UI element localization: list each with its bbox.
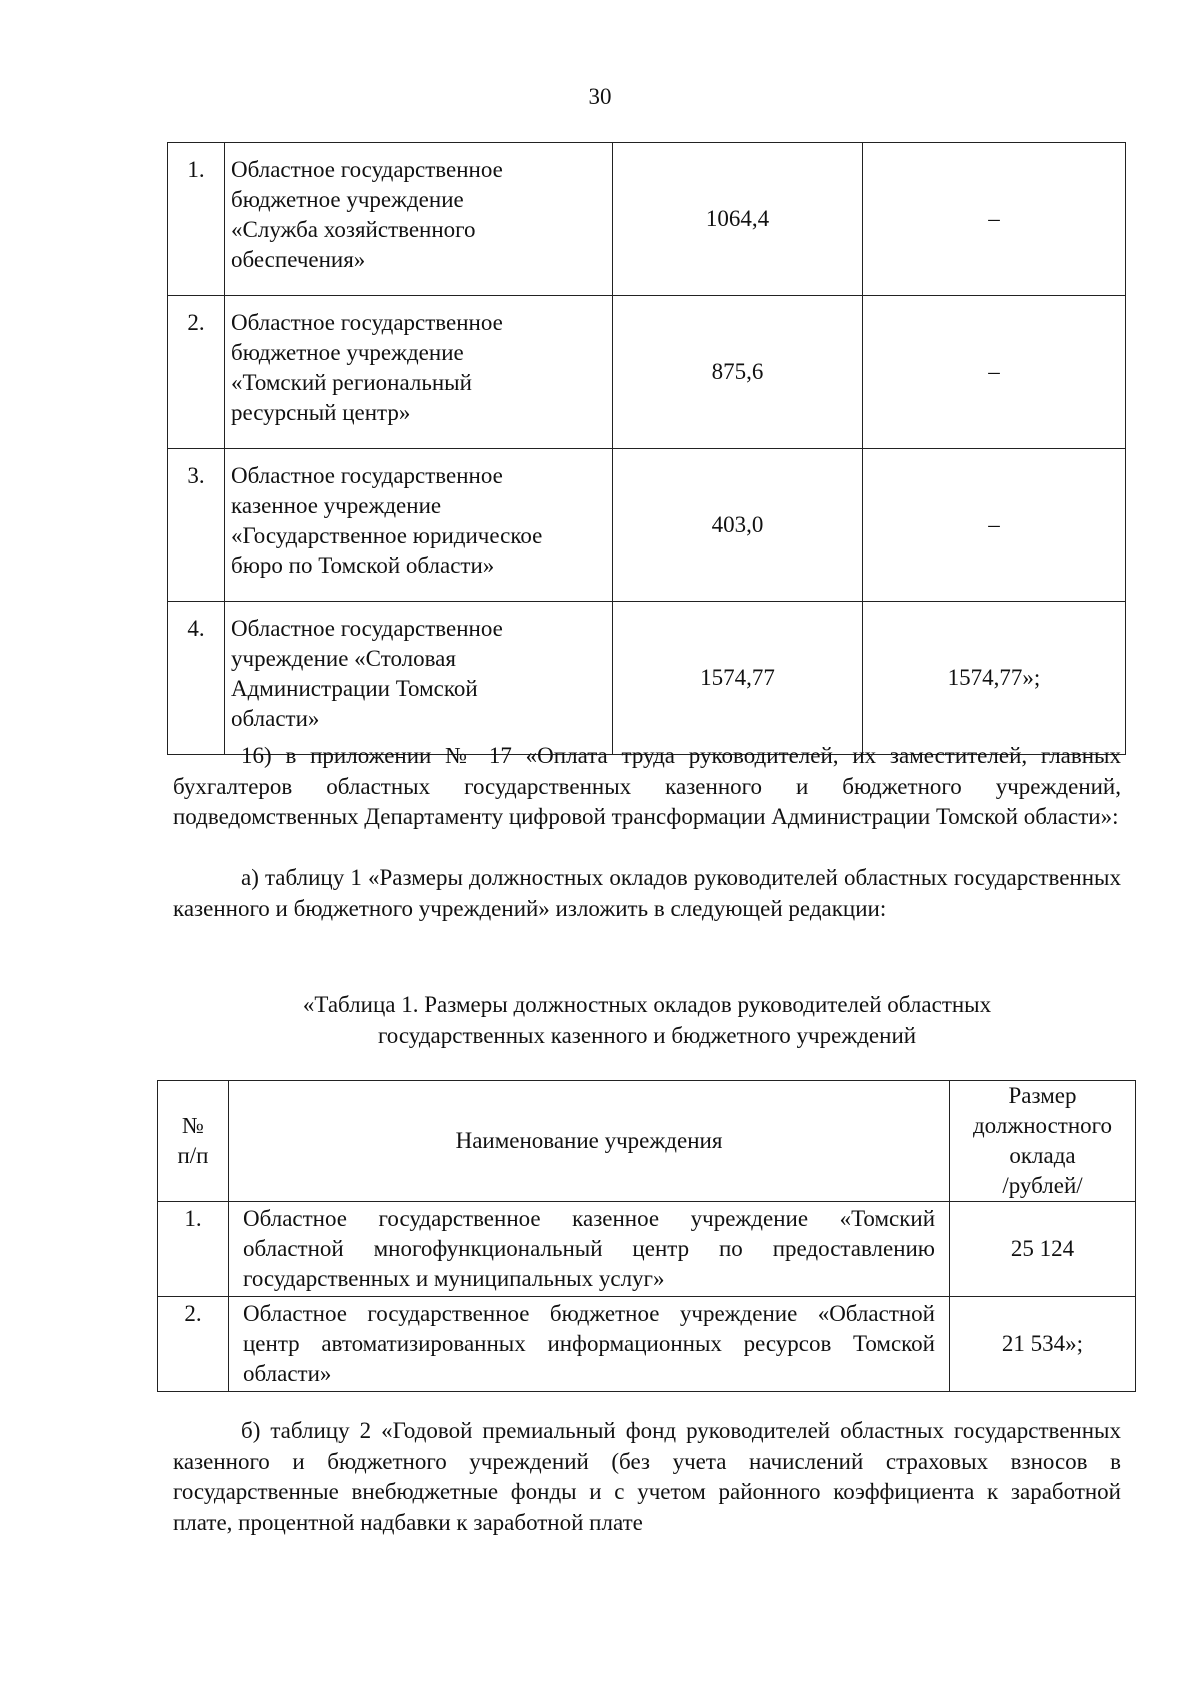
value-cell: – [863,296,1126,449]
name-line: Администрации Томской [231,676,478,701]
row-number: 1. [158,1202,229,1297]
name-line: обеспечения» [231,247,366,272]
name-line: Областное государственное [231,157,503,182]
value-cell: – [863,143,1126,296]
header-line: должностного [972,1113,1113,1138]
header-line: оклада [1009,1143,1076,1168]
table-row [168,143,1126,296]
caption-line: «Таблица 1. Размеры должностных окладов руководителей областных [302,992,992,1017]
header-line: Размер [1008,1083,1077,1108]
table-row [158,1202,1136,1297]
paragraph-a [173,863,1121,924]
table-header-row [158,1081,1136,1202]
name-line: «Томский региональный [231,370,472,395]
paragraph-16 [173,741,1121,833]
name-line: бюджетное учреждение [231,340,464,365]
paragraph-b-text: б) таблицу 2 «Годовой премиальный фонд руководителей областных государственных казенного и бюджетного учреждений (без учета начислений страховых взносов в государственные внебюджетные фонды и с учетом районного коэффициента к заработной плате, процентной надбавки к заработной плате [173,1418,1121,1535]
value-cell: 1064,4 [613,143,863,296]
name-line: бюро по Томской области» [231,553,495,578]
institutions-table-continued [167,142,1126,755]
value-cell: 1574,77 [613,602,863,755]
value-cell: 403,0 [613,449,863,602]
caption-line: государственных казенного и бюджетного учреждений [377,1022,917,1048]
institution-name [225,296,613,449]
paragraph-16-text: 16) в приложении № 17 «Оплата труда руководителей, их заместителей, главных бухгалтеров областных государственных казенного и бюджетного учреждений, подведомственных Департаменту цифровой трансформации Администрации Томской области»: [173,743,1121,829]
row-number: 3. [168,449,225,602]
name-line: Областное государственное [231,310,503,335]
salary-value: 21 534»; [950,1297,1136,1392]
salary-value: 25 124 [950,1202,1136,1297]
name-line: области» [231,706,320,731]
name-line: Областное государственное [231,463,503,488]
header-number [158,1081,229,1202]
table-row [168,449,1126,602]
header-line: № [182,1113,204,1138]
institution-name: Областное государственное бюджетное учреждение «Областной центр автоматизированных информационных ресурсов Томской области» [229,1297,950,1392]
salary-table [157,1080,1136,1392]
name-line: ресурсный центр» [231,400,411,425]
name-line: казенное учреждение [231,493,442,518]
institution-name [225,449,613,602]
table-row [168,296,1126,449]
paragraph-a-text: а) таблицу 1 «Размеры должностных окладов руководителей областных государственных казенного и бюджетного учреждений» изложить в следующей редакции: [173,865,1121,921]
header-name: Наименование учреждения [229,1081,950,1202]
name-line: «Государственное юридическое [231,523,543,548]
header-line: /рублей/ [1002,1173,1083,1198]
name-line: бюджетное учреждение [231,187,464,212]
header-size [950,1081,1136,1202]
table-row [168,602,1126,755]
page-number: 30 [588,84,612,109]
table-row [158,1297,1136,1392]
value-cell: 875,6 [613,296,863,449]
institution-name [225,602,613,755]
row-number: 1. [168,143,225,296]
row-number: 2. [158,1297,229,1392]
value-cell: – [863,449,1126,602]
value-cell: 1574,77»; [863,602,1126,755]
name-line: учреждение «Столовая [231,646,456,671]
table-caption [173,990,1121,1051]
institution-name: Областное государственное казенное учреждение «Томский областной многофункциональный центр по предоставлению государственных и муниципальных услуг» [229,1202,950,1297]
paragraph-b [173,1416,1121,1538]
row-number: 2. [168,296,225,449]
header-line: п/п [177,1143,209,1168]
name-line: «Служба хозяйственного [231,217,476,242]
name-line: Областное государственное [231,616,503,641]
institution-name [225,143,613,296]
row-number: 4. [168,602,225,755]
